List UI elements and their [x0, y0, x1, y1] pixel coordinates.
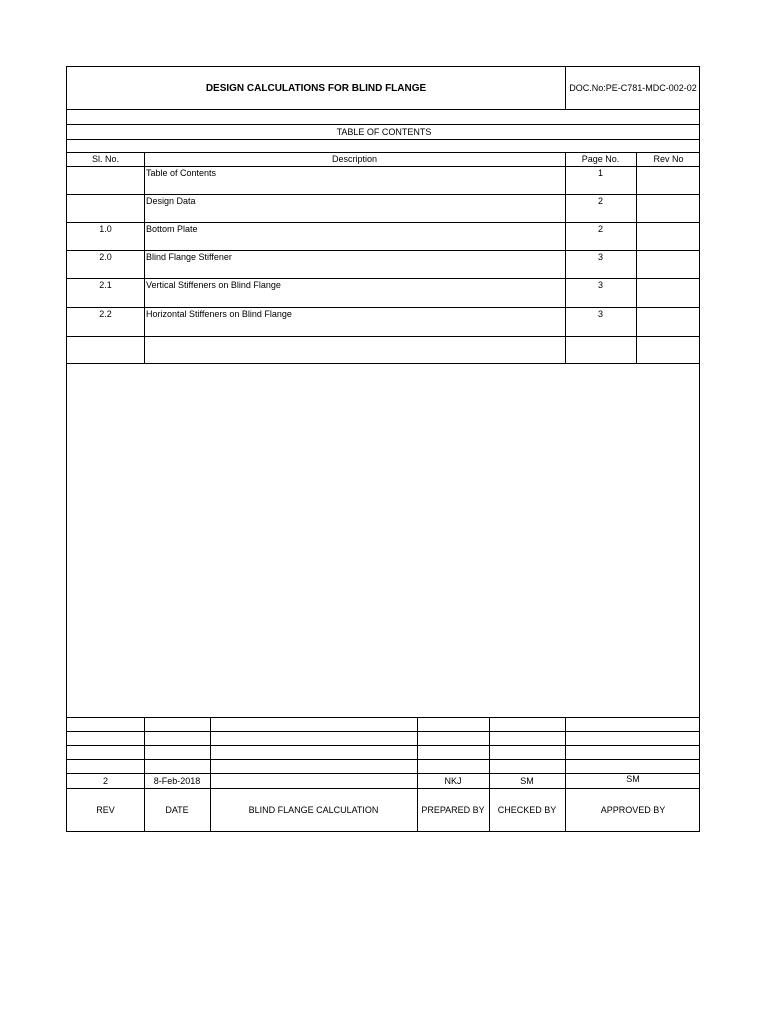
column-header-description: Description — [331, 154, 378, 164]
row-description: Blind Flange Stiffener — [146, 252, 232, 262]
revision-checked-by: SM — [520, 775, 534, 786]
row-description: Horizontal Stiffeners on Blind Flange — [146, 309, 292, 319]
row-description: Table of Contents — [146, 168, 217, 178]
description-label: BLIND FLANGE CALCULATION — [248, 804, 379, 815]
row-sl-no: 2.2 — [99, 309, 112, 319]
rev-label: REV — [96, 804, 115, 815]
row-description: Vertical Stiffeners on Blind Flange — [146, 280, 281, 290]
row-page: 3 — [597, 309, 603, 319]
prepared-by-label: PREPARED BY — [421, 804, 485, 815]
rule — [67, 336, 699, 337]
row-page: 1 — [597, 168, 603, 178]
row-sl-no: 2.1 — [99, 280, 112, 290]
column-header-sl-no: Sl. No. — [91, 154, 119, 164]
row-page: 3 — [597, 280, 603, 290]
rule — [67, 717, 699, 718]
row-sl-no: 1.0 — [99, 224, 112, 234]
col-line — [636, 152, 637, 364]
revision-prepared-by: NKJ — [444, 775, 462, 786]
rule — [67, 139, 699, 140]
row-description: Bottom Plate — [146, 224, 198, 234]
revision-date: 8-Feb-2018 — [153, 775, 201, 786]
revision-number: 2 — [102, 775, 108, 786]
row-page: 2 — [597, 224, 603, 234]
date-label: DATE — [165, 804, 189, 815]
toc-heading: TABLE OF CONTENTS — [336, 126, 432, 137]
row-page: 2 — [597, 196, 603, 206]
rule — [67, 759, 699, 760]
rule — [67, 731, 699, 732]
revision-approved-by: SM — [626, 773, 640, 784]
rule — [67, 745, 699, 746]
approved-by-label: APPROVED BY — [600, 804, 666, 815]
document-sheet — [66, 66, 700, 832]
rule — [67, 363, 699, 364]
column-header-page-no: Page No. — [581, 154, 620, 164]
row-description: Design Data — [146, 196, 196, 206]
row-page: 3 — [597, 252, 603, 262]
revision-description — [210, 773, 417, 788]
rule — [67, 109, 699, 110]
document-number: DOC.No:PE-C781-MDC-002-02 — [569, 83, 697, 93]
row-sl-no: 2.0 — [99, 252, 112, 262]
checked-by-label: CHECKED BY — [497, 804, 557, 815]
column-header-rev-no: Rev No — [653, 154, 684, 164]
document-title: DESIGN CALCULATIONS FOR BLIND FLANGE — [205, 82, 427, 94]
